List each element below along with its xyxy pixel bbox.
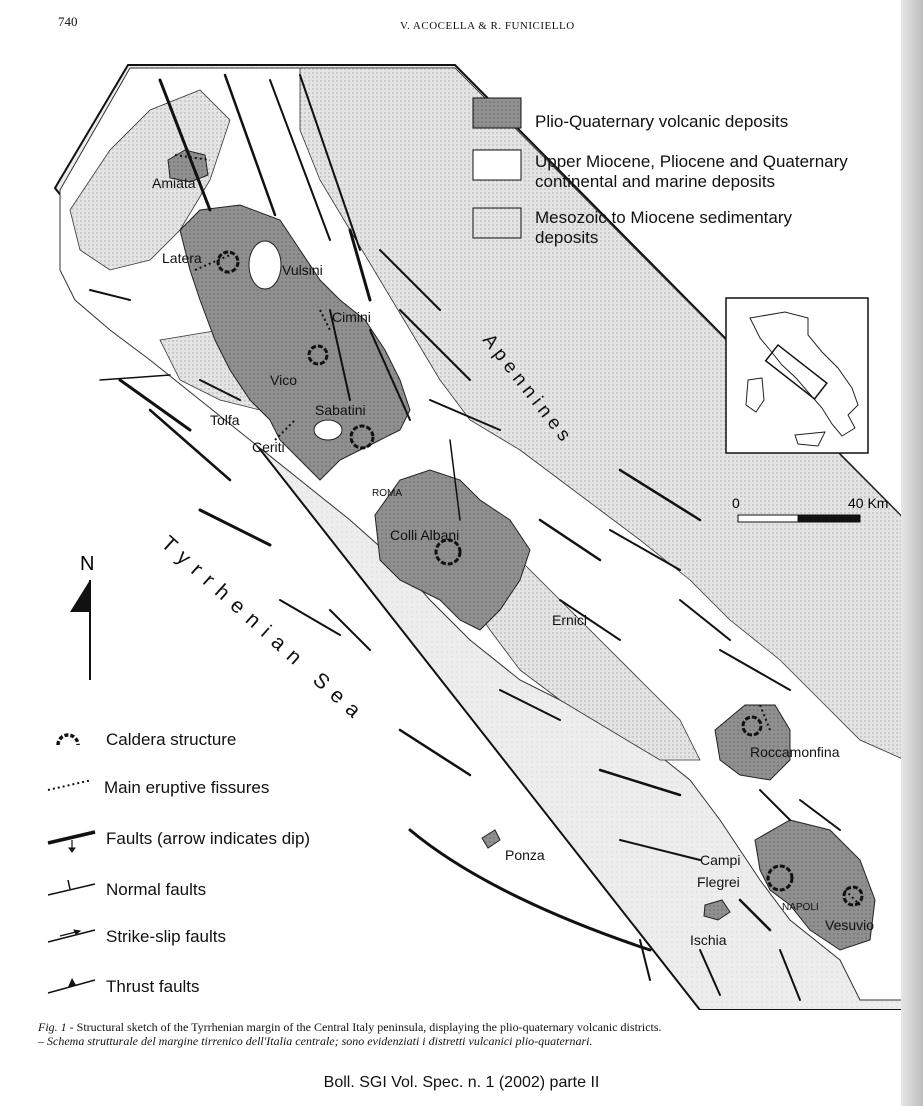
normal-fault-icon [48, 880, 95, 895]
legend-swatch-volcanic [473, 98, 521, 128]
caption-label: Fig. 1 [38, 1020, 67, 1034]
label-apennines: Apennines [478, 330, 578, 450]
north-arrow-icon [70, 580, 90, 612]
caldera-icon [58, 735, 78, 745]
units-legend [473, 98, 521, 238]
label-sabatini: Sabatini [315, 402, 366, 418]
strike-slip-fault-icon [48, 930, 95, 942]
label-roma: ROMA [372, 488, 402, 499]
scale-end-label: 40 Km [848, 495, 889, 511]
label-amiata: Amiata [152, 175, 196, 191]
lake-bracciano [314, 420, 342, 440]
lake-bolsena [249, 241, 281, 289]
label-campi: Campi [700, 852, 741, 868]
label-ischia: Ischia [690, 932, 727, 948]
fault-icon [48, 832, 95, 852]
running-head: V. ACOCELLA & R. FUNICIELLO [400, 20, 575, 32]
label-ponza: Ponza [505, 847, 545, 863]
legend-swatch-continental [473, 150, 521, 180]
north-arrow-label: N [80, 553, 95, 575]
label-vesuvio: Vesuvio [825, 917, 875, 933]
legend-swatch-sedimentary [473, 208, 521, 238]
caption-english: - Structural sketch of the Tyrrhenian margin of the Central Italy peninsula, displaying the plio-quaternary volcanic districts. [66, 1020, 662, 1034]
label-flegrei: Flegrei [697, 874, 740, 890]
legend-sedimentary-label: Mesozoic to Miocene sedimentary deposits [535, 208, 793, 247]
label-latera: Latera [162, 250, 202, 266]
fissure-icon [48, 780, 92, 790]
legend-fault-label: Faults (arrow indicates dip) [106, 829, 311, 848]
label-napoli: NAPOLI [782, 902, 819, 913]
label-ernici: Ernici [552, 612, 588, 628]
legend-fissure-label: Main eruptive fissures [104, 778, 270, 797]
scale-start-label: 0 [732, 495, 740, 511]
figure-caption [38, 1020, 868, 1048]
label-vico: Vico [270, 372, 297, 388]
legend-caldera-label: Caldera structure [106, 730, 237, 749]
unit-volcanic-ponza [482, 830, 500, 848]
label-cimini: Cimini [332, 309, 371, 325]
label-ceriti: Ceriti [252, 439, 285, 455]
label-tolfa: Tolfa [210, 412, 240, 428]
label-colli-albani: Colli Albani [390, 527, 460, 543]
label-vulsini: Vulsini [282, 262, 323, 278]
page-number: 740 [58, 14, 78, 29]
label-tyrrhenian-sea: Tyrrhenian Sea [156, 531, 372, 729]
legend-volcanic-label: Plio-Quaternary volcanic deposits [535, 112, 789, 131]
thrust-fault-icon [48, 978, 95, 993]
inset-map-italy [726, 298, 868, 453]
legend-normal-fault-label: Normal faults [106, 880, 207, 899]
legend-thrust-fault-label: Thrust faults [106, 977, 200, 996]
north-arrow [70, 553, 94, 680]
page-edge-shadow [901, 0, 923, 1106]
symbols-legend [48, 735, 95, 993]
label-roccamonfina: Roccamonfina [750, 744, 840, 760]
source-line: Boll. SGI Vol. Spec. n. 1 (2002) parte II [323, 1074, 600, 1091]
legend-continental-label: Upper Miocene, Pliocene and Quaternary continental and marine deposits [535, 152, 848, 191]
legend-strike-slip-label: Strike-slip faults [106, 927, 226, 946]
caption-italian: – Schema strutturale del margine tirrenico dell'Italia centrale; sono evidenziati i distretti vulcanici plio-quaternari. [38, 1034, 593, 1048]
